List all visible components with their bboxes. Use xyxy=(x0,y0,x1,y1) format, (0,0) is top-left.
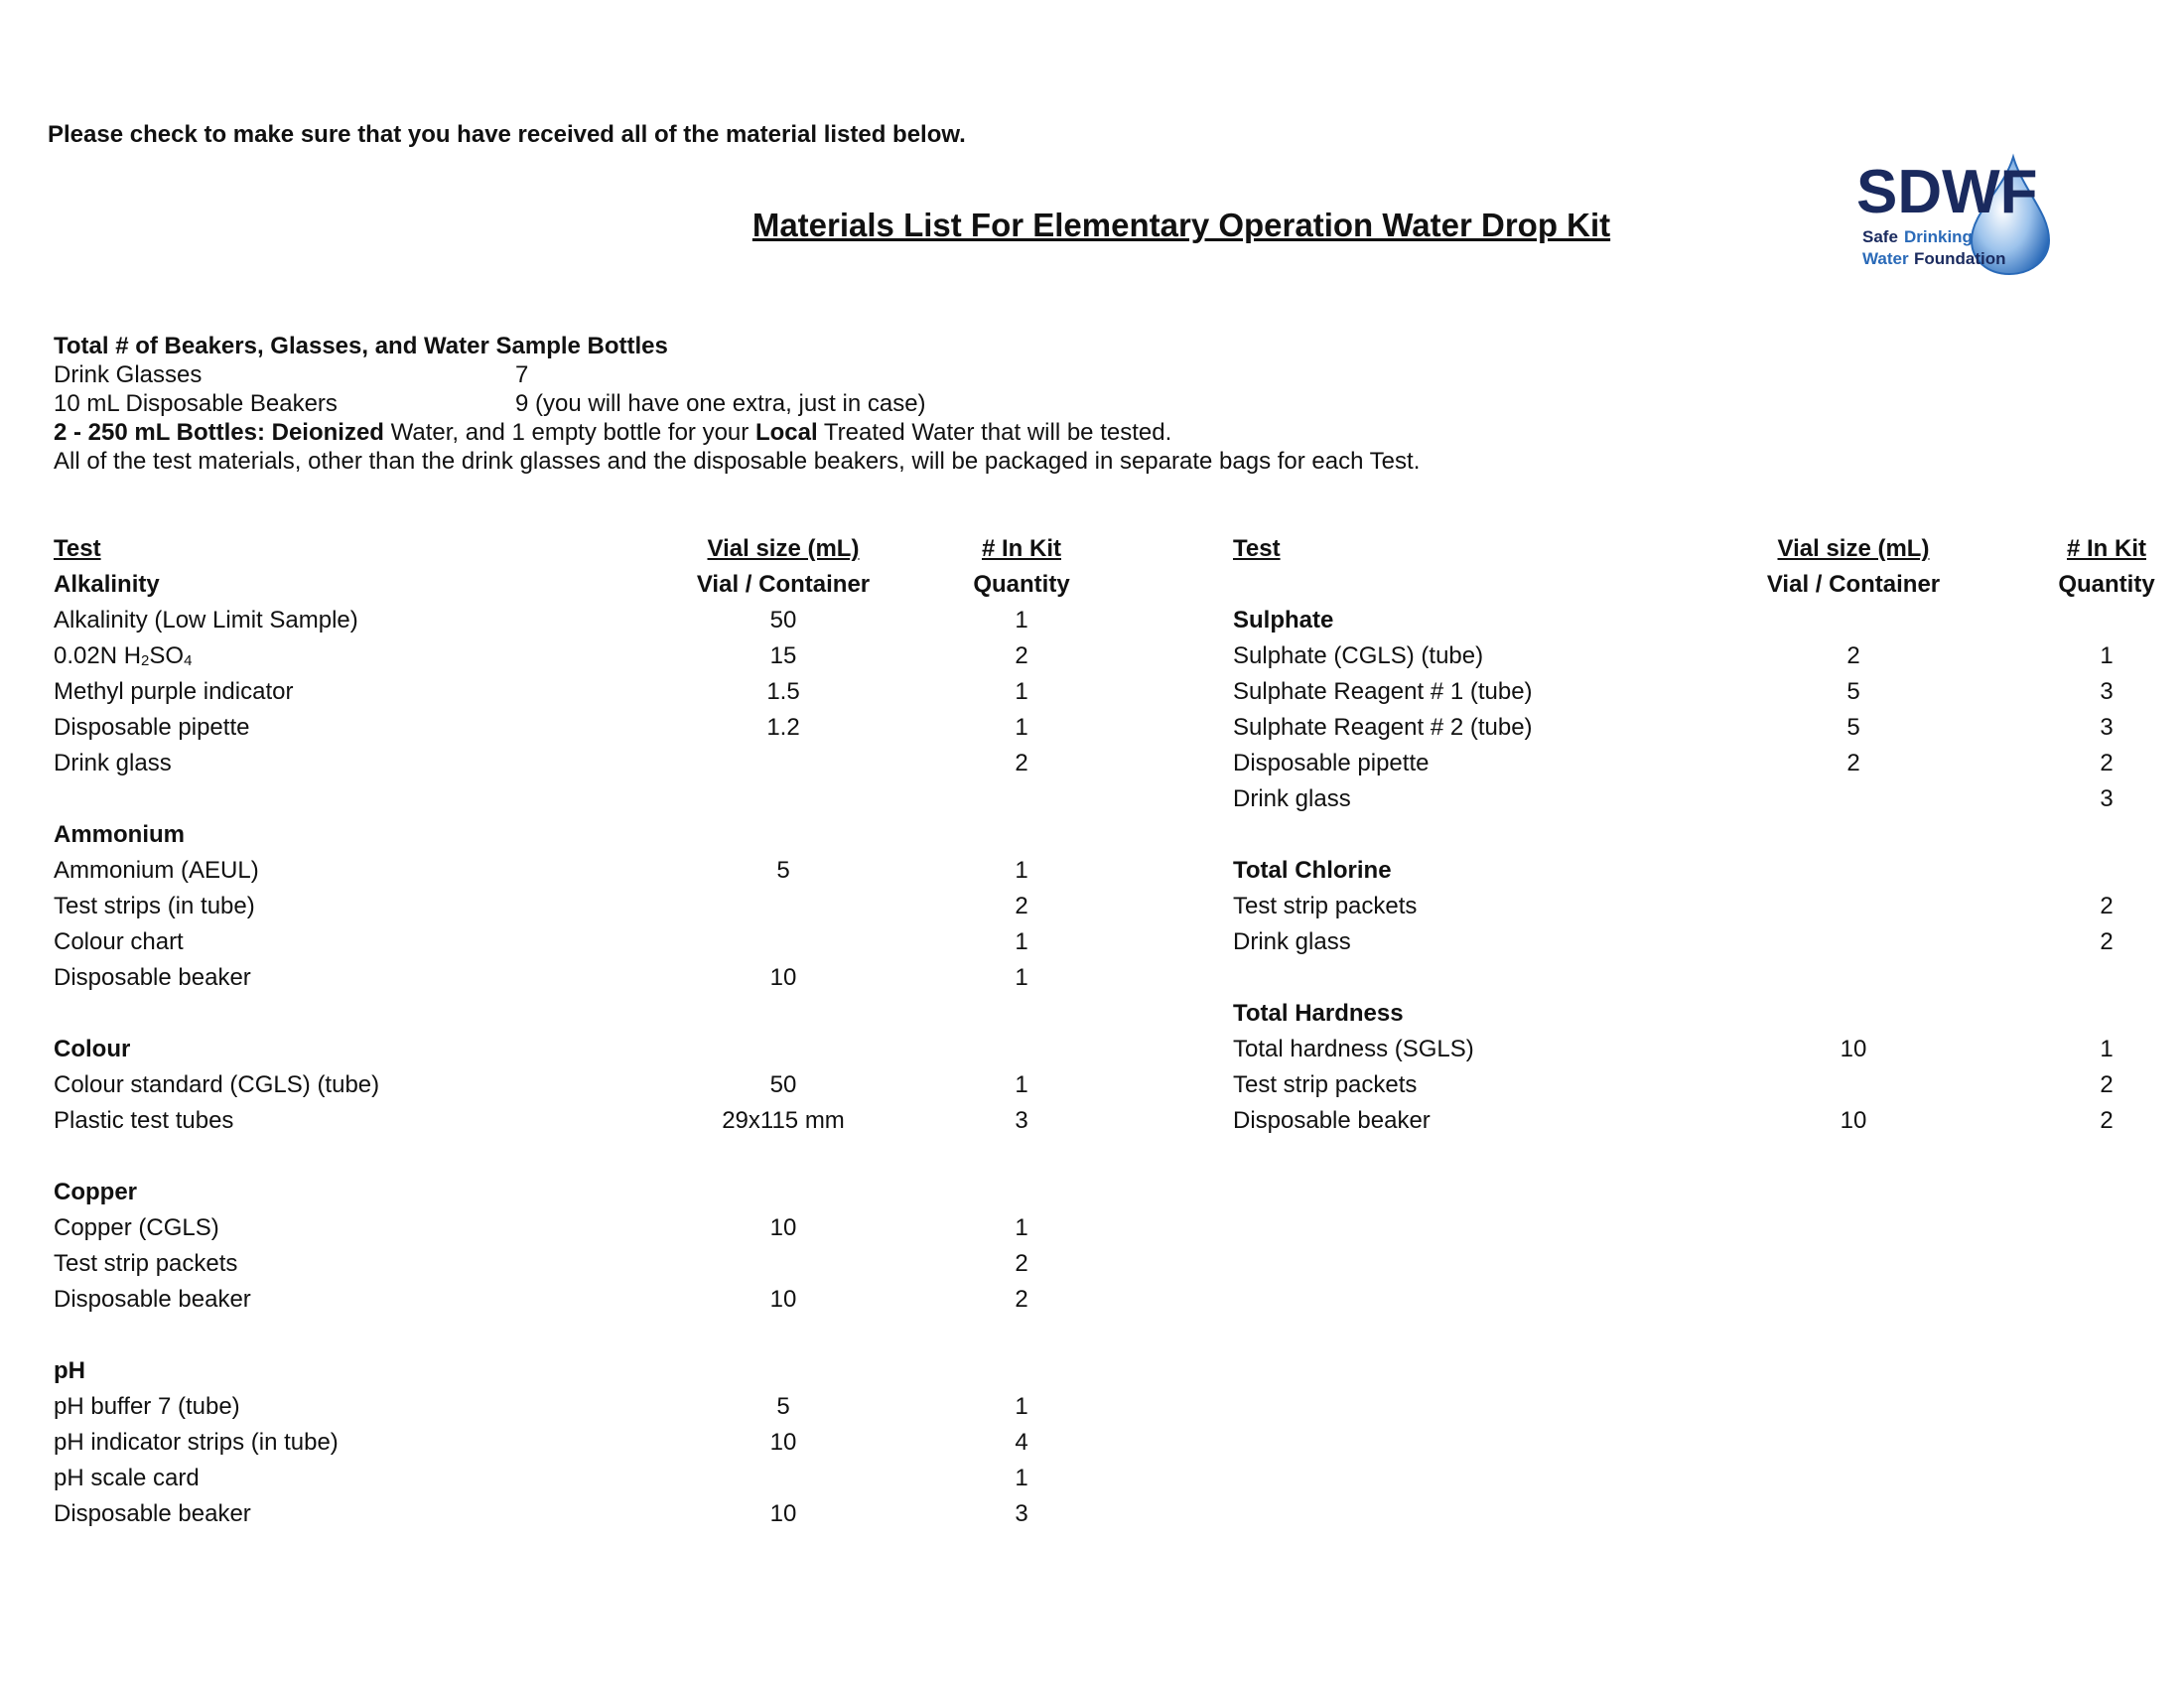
item-qty: 3 xyxy=(2100,714,2114,741)
item-qty: 2 xyxy=(2100,928,2114,955)
beakers-label: 10 mL Disposable Beakers xyxy=(54,390,338,417)
item-qty: 1 xyxy=(1015,1214,1028,1241)
item-vial: 10 xyxy=(769,1500,797,1527)
bottles-bold-1: 2 - 250 mL Bottles: Deionized xyxy=(54,419,384,446)
item-name: pH scale card xyxy=(54,1465,200,1491)
item-qty: 2 xyxy=(1015,642,1028,669)
item-name: Test strips (in tube) xyxy=(54,893,255,919)
formula-part: SO xyxy=(149,642,185,669)
logo-drinking: Drinking xyxy=(1904,227,1973,246)
item-qty: 2 xyxy=(1015,750,1028,776)
item-name: Disposable beaker xyxy=(54,1286,251,1313)
logo-foundation: Foundation xyxy=(1914,249,2006,268)
item-name: Test strip packets xyxy=(1233,893,1418,919)
item-vial: 1.5 xyxy=(766,678,800,705)
bottles-bold-2: Local xyxy=(754,419,818,446)
item-vial: 10 xyxy=(1840,1036,1867,1062)
item-vial: 50 xyxy=(769,607,797,633)
item-vial: 1.2 xyxy=(766,714,800,741)
section-title-total-hardness: Total Hardness xyxy=(1233,1000,1404,1027)
summary-beakers xyxy=(54,389,1420,418)
formula-subscript: 4 xyxy=(184,652,193,669)
section-title-alkalinity: Alkalinity xyxy=(54,571,160,598)
formula-part: 0.02N H xyxy=(54,642,142,669)
item-name: Sulphate Reagent # 2 (tube) xyxy=(1233,714,1533,741)
section-title-ammonium: Ammonium xyxy=(54,821,185,848)
item-name: Colour chart xyxy=(54,928,184,955)
item-qty: 2 xyxy=(1015,1286,1028,1313)
item-vial: 5 xyxy=(1846,714,1860,741)
item-name: pH indicator strips (in tube) xyxy=(54,1429,339,1456)
item-name: Sulphate Reagent # 1 (tube) xyxy=(1233,678,1533,705)
item-qty: 1 xyxy=(1015,1393,1028,1420)
item-qty: 3 xyxy=(2100,785,2114,812)
glasses-qty: 7 xyxy=(515,361,529,388)
item-name: Sulphate (CGLS) (tube) xyxy=(1233,642,1484,669)
item-name: Test strip packets xyxy=(54,1250,238,1277)
item-name: Total hardness (SGLS) xyxy=(1233,1036,1474,1062)
header-vial: Vial size (mL) xyxy=(1777,535,1930,562)
item-vial: 5 xyxy=(1846,678,1860,705)
item-qty: 1 xyxy=(1015,1465,1028,1491)
water-drop-icon xyxy=(1854,151,2083,276)
item-vial: 5 xyxy=(776,857,790,884)
item-name: Disposable beaker xyxy=(1233,1107,1431,1134)
item-name: Ammonium (AEUL) xyxy=(54,857,259,884)
subheader-qty: Quantity xyxy=(973,571,1070,598)
subheader-vial: Vial / Container xyxy=(696,571,871,598)
sdwf-logo xyxy=(1854,151,2083,276)
section-title-ph: pH xyxy=(54,1357,85,1384)
subheader-vial: Vial / Container xyxy=(1766,571,1941,598)
logo-safe: Safe xyxy=(1862,227,1898,246)
item-qty: 1 xyxy=(1015,857,1028,884)
logo-wordmark: SDWF xyxy=(1856,158,2038,226)
item-name: Methyl purple indicator xyxy=(54,678,294,705)
bottles-text-1: Water, and 1 empty bottle for your xyxy=(383,419,755,446)
item-qty: 2 xyxy=(2100,893,2114,919)
item-qty: 1 xyxy=(1015,964,1028,991)
item-qty: 2 xyxy=(2100,1107,2114,1134)
item-vial: 10 xyxy=(769,1286,797,1313)
bottles-text-2: Treated Water that will be tested. xyxy=(817,419,1172,446)
item-vial: 2 xyxy=(1846,642,1860,669)
item-name: Drink glass xyxy=(54,750,172,776)
item-qty: 3 xyxy=(1015,1107,1028,1134)
item-qty: 1 xyxy=(2100,642,2114,669)
summary-heading: Total # of Beakers, Glasses, and Water Sample Bottles xyxy=(54,333,668,359)
section-title-colour: Colour xyxy=(54,1036,131,1062)
item-name: Colour standard (CGLS) (tube) xyxy=(54,1071,380,1098)
item-vial: 10 xyxy=(769,1214,797,1241)
glasses-label: Drink Glasses xyxy=(54,361,203,388)
item-qty: 2 xyxy=(2100,1071,2114,1098)
item-vial: 2 xyxy=(1846,750,1860,776)
page-title: Materials List For Elementary Operation Water Drop Kit xyxy=(751,207,1611,243)
section-title-copper: Copper xyxy=(54,1179,137,1205)
header-kit: # In Kit xyxy=(981,535,1061,562)
header-kit: # In Kit xyxy=(2066,535,2146,562)
item-name: Drink glass xyxy=(1233,928,1351,955)
item-name: Disposable beaker xyxy=(54,1500,251,1527)
summary-glasses xyxy=(54,360,1420,389)
item-name: Disposable beaker xyxy=(54,964,251,991)
item-qty: 2 xyxy=(2100,750,2114,776)
formula-subscript: 2 xyxy=(141,652,150,669)
item-qty: 1 xyxy=(1015,1071,1028,1098)
item-qty: 3 xyxy=(2100,678,2114,705)
item-qty: 1 xyxy=(1015,607,1028,633)
section-title-total-chlorine: Total Chlorine xyxy=(1233,857,1392,884)
item-name: Alkalinity (Low Limit Sample) xyxy=(54,607,358,633)
item-qty: 1 xyxy=(1015,714,1028,741)
item-name: Copper (CGLS) xyxy=(54,1214,219,1241)
item-name: Plastic test tubes xyxy=(54,1107,234,1134)
beakers-qty: 9 (you will have one extra, just in case) xyxy=(515,390,926,417)
summary-note: All of the test materials, other than the drink glasses and the disposable beakers, will be packaged in separate bags for each Test. xyxy=(54,448,1421,475)
summary-bottles xyxy=(54,418,1420,447)
item-qty: 2 xyxy=(1015,1250,1028,1277)
item-vial: 10 xyxy=(769,964,797,991)
item-qty: 4 xyxy=(1015,1429,1028,1456)
item-qty: 1 xyxy=(1015,678,1028,705)
summary-section xyxy=(54,332,1420,476)
section-title-sulphate: Sulphate xyxy=(1233,607,1334,633)
subheader-qty: Quantity xyxy=(2058,571,2155,598)
item-vial: 29x115 mm xyxy=(722,1107,845,1134)
item-vial: 10 xyxy=(769,1429,797,1456)
item-vial: 15 xyxy=(769,642,797,669)
item-qty: 1 xyxy=(2100,1036,2114,1062)
logo-water: Water xyxy=(1862,249,1909,268)
item-qty: 2 xyxy=(1015,893,1028,919)
item-vial: 10 xyxy=(1840,1107,1867,1134)
header-test: Test xyxy=(1233,535,1281,562)
item-vial: 5 xyxy=(776,1393,790,1420)
item-vial: 50 xyxy=(769,1071,797,1098)
item-qty: 3 xyxy=(1015,1500,1028,1527)
instructions-text: Please check to make sure that you have received all of the material listed below. xyxy=(48,121,966,148)
item-name xyxy=(54,638,192,679)
item-name: Test strip packets xyxy=(1233,1071,1418,1098)
item-name: pH buffer 7 (tube) xyxy=(54,1393,240,1420)
item-name: Disposable pipette xyxy=(54,714,250,741)
header-test: Test xyxy=(54,535,101,562)
item-name: Disposable pipette xyxy=(1233,750,1430,776)
item-qty: 1 xyxy=(1015,928,1028,955)
item-name: Drink glass xyxy=(1233,785,1351,812)
header-vial: Vial size (mL) xyxy=(707,535,860,562)
